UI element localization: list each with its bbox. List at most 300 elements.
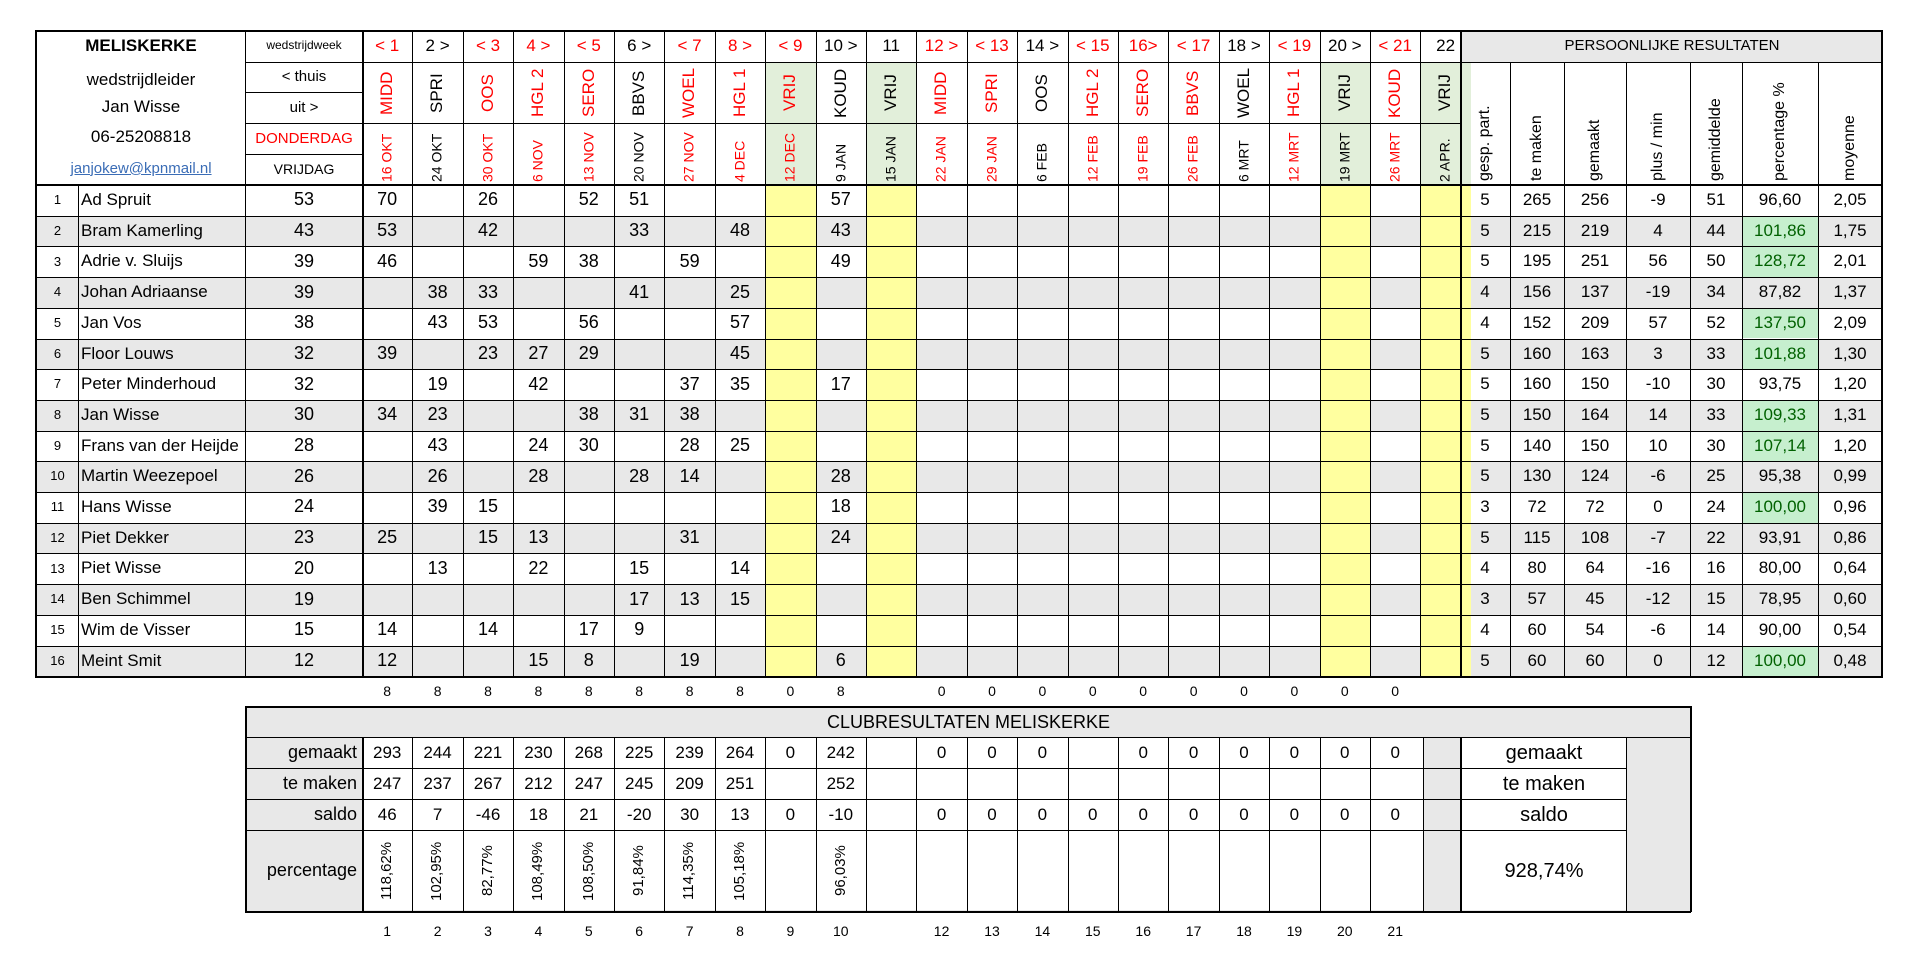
score-cell: 6 (835, 649, 846, 670)
personal-value: 130 (1522, 466, 1552, 486)
count-cell: 8 (484, 683, 492, 700)
week-team: BBVS (1183, 70, 1203, 116)
club-total-pct: 928,74% (1504, 860, 1584, 882)
week-team: SERO (578, 68, 598, 118)
personal-value: 30 (1706, 435, 1726, 455)
week-team: OOS (1032, 74, 1052, 112)
club-value: 0 (987, 804, 997, 824)
club-value: 0 (1340, 804, 1350, 824)
score-cell: 29 (578, 342, 599, 363)
player-number: 10 (50, 468, 65, 484)
score-cell: 17 (830, 373, 851, 394)
personal-value: 5 (1480, 466, 1490, 486)
personal-value: 50 (1706, 251, 1726, 271)
personal-value: 90,00 (1758, 619, 1802, 639)
player-number: 16 (50, 652, 65, 668)
personal-value: 150 (1522, 404, 1552, 424)
club-week-number: 6 (635, 923, 644, 940)
score-cell: 34 (377, 404, 398, 425)
score-cell: 25 (377, 527, 398, 548)
personal-value: -6 (1650, 619, 1666, 639)
week-number: 16> (1128, 35, 1158, 55)
week-number: 8 > (727, 35, 753, 55)
score-cell: 45 (729, 342, 750, 363)
club-week-number: 7 (685, 923, 694, 940)
week-team: VRIJ (1435, 74, 1455, 112)
week-number: < 3 (475, 35, 501, 55)
week-date: 12 MRT (1285, 132, 1302, 182)
week-team: OOS (477, 74, 497, 112)
count-cell: 0 (1290, 683, 1299, 700)
week-date: 6 NOV (529, 139, 546, 182)
player-name: Piet Dekker (81, 527, 169, 547)
count-cell: 0 (1139, 683, 1148, 700)
club-value: 0 (785, 804, 796, 824)
score-cell: 51 (629, 189, 650, 210)
club-value: 247 (574, 773, 603, 793)
club-pct-value: 108,49% (529, 841, 547, 901)
player-name: Johan Adriaanse (81, 282, 208, 302)
personal-value: 5 (1480, 527, 1490, 547)
score-cell: 14 (377, 619, 398, 640)
club-summary-r (1626, 737, 1627, 912)
personal-value: 140 (1522, 435, 1552, 455)
personal-value: 163 (1580, 343, 1610, 363)
player-handicap: 28 (293, 435, 315, 456)
club-week-number: 4 (534, 923, 543, 940)
week-date: 26 MRT (1386, 132, 1403, 182)
personal-value: 124 (1580, 466, 1610, 486)
player-name: Bram Kamerling (81, 220, 203, 240)
personal-col-header: gemiddelde (1707, 98, 1725, 181)
club-value: 18 (528, 804, 548, 824)
week-team: SPRI (427, 73, 447, 113)
personal-value: 156 (1522, 282, 1552, 302)
personal-value: 60 (1527, 619, 1547, 639)
personal-col-header: moyenne (1841, 115, 1859, 181)
count-cell: 0 (1340, 683, 1349, 700)
email-text[interactable]: janjokew@kpnmail.nl (70, 159, 212, 177)
player-handicap: 30 (293, 404, 315, 425)
personal-value: 30 (1706, 374, 1726, 394)
week-date: 4 DEC (731, 140, 748, 182)
club-value: 0 (1340, 742, 1350, 762)
score-cell: 25 (729, 281, 750, 302)
club-value: 264 (725, 742, 755, 762)
week-number: < 7 (677, 35, 702, 55)
score-cell: 27 (528, 342, 549, 363)
personal-value: 1,30 (1833, 343, 1867, 363)
club-pct-value: 82,77% (478, 845, 496, 897)
score-cell: 38 (427, 281, 448, 302)
club-value: 244 (423, 742, 452, 762)
player-number: 3 (53, 253, 62, 269)
player-handicap: 26 (293, 465, 315, 486)
club-value: 0 (1239, 804, 1249, 824)
day-away: VRIJDAG (273, 161, 335, 178)
personal-value: 1,20 (1833, 374, 1867, 394)
personal-value: 5 (1480, 650, 1490, 670)
personal-value: 137 (1580, 282, 1610, 302)
score-cell: 37 (679, 373, 700, 394)
week-number: < 21 (1378, 35, 1412, 55)
personal-value: 0,96 (1833, 497, 1867, 516)
player-number: 6 (53, 345, 62, 361)
personal-value: 137,50 (1754, 312, 1806, 332)
club-value: 239 (675, 742, 704, 762)
score-cell: 31 (679, 527, 700, 548)
score-cell: 13 (427, 557, 448, 578)
personal-value: 109,33 (1754, 404, 1806, 424)
score-cell: 18 (830, 496, 851, 517)
score-cell: 15 (477, 527, 498, 548)
personal-value: 215 (1522, 220, 1552, 240)
score-cell: 22 (528, 557, 549, 578)
club-value: 251 (725, 773, 755, 793)
club-value: 0 (936, 804, 947, 824)
club-value: 212 (524, 773, 553, 793)
score-cell: 19 (427, 373, 448, 394)
club-row-label: te maken (282, 773, 357, 794)
player-name: Meint Smit (81, 650, 162, 670)
personal-value: 0,48 (1833, 650, 1867, 670)
personal-value: 45 (1585, 589, 1605, 609)
player-name: Wim de Visser (81, 619, 191, 639)
home-label: < thuis (281, 68, 327, 86)
personal-value: 4 (1480, 312, 1490, 332)
personal-value: 72 (1527, 497, 1547, 516)
week-team: WOEL (1233, 67, 1253, 119)
club-summary-label: saldo (1520, 804, 1568, 826)
score-cell: 42 (528, 373, 549, 394)
score-cell: 15 (528, 649, 549, 670)
club-summary-label: gemaakt (1505, 742, 1583, 764)
club-week-number: 15 (1085, 923, 1101, 940)
personal-value: 0 (1653, 650, 1663, 670)
player-name: Ben Schimmel (81, 589, 191, 609)
personal-value: 0,64 (1833, 558, 1867, 578)
player-name: Ad Spruit (81, 190, 151, 209)
score-cell: 33 (477, 281, 498, 302)
week-date: 9 JAN (832, 143, 849, 182)
week-number: 6 > (627, 35, 652, 55)
club-value: 268 (574, 742, 603, 762)
week-team: MIDD (931, 71, 951, 115)
club-values-r (1423, 737, 1424, 912)
score-cell: 28 (528, 465, 549, 486)
personal-value: 95,38 (1758, 466, 1802, 486)
personal-value: 14 (1648, 404, 1668, 424)
personal-value: 251 (1580, 251, 1610, 271)
score-cell: 15 (729, 588, 750, 609)
player-handicap: 39 (293, 281, 315, 302)
count-cell: 8 (383, 683, 392, 700)
club-value: 0 (1390, 804, 1400, 824)
personal-value: -12 (1645, 589, 1671, 609)
club-value: 30 (680, 804, 700, 824)
score-cell: 31 (629, 404, 650, 425)
count-cell: 8 (836, 683, 845, 700)
personal-value: 14 (1706, 619, 1726, 639)
player-handicap: 12 (293, 649, 315, 670)
player-number: 12 (50, 529, 65, 545)
club-pct-value: 102,95% (428, 841, 446, 901)
score-cell: 38 (679, 404, 700, 425)
personal-value: 57 (1648, 312, 1668, 332)
club-value: 252 (826, 773, 855, 793)
personal-value: 24 (1706, 497, 1726, 516)
week-date: 6 MRT (1235, 140, 1252, 182)
score-cell: 23 (427, 404, 448, 425)
count-cell: 0 (937, 683, 946, 700)
player-name: Jan Wisse (81, 404, 160, 424)
phone: 06-25208818 (90, 126, 192, 146)
club-value: 0 (1037, 742, 1048, 762)
score-cell: 26 (427, 465, 448, 486)
email-link[interactable] (37, 154, 245, 184)
week-number: < 9 (778, 35, 803, 55)
personal-value: 4 (1653, 220, 1663, 240)
score-cell: 48 (729, 220, 750, 241)
score-cell: 43 (427, 435, 448, 456)
player-name: Jan Vos (81, 312, 142, 332)
club-value: 0 (1289, 804, 1300, 824)
club-week-number: 18 (1236, 923, 1252, 940)
score-cell: 39 (377, 342, 398, 363)
personal-value: -7 (1650, 527, 1666, 547)
personal-value: -19 (1645, 282, 1671, 302)
personal-value: 1,37 (1833, 282, 1867, 302)
week-team: SPRI (981, 73, 1001, 113)
personal-col-header: te maken (1528, 115, 1546, 181)
score-cell: 53 (377, 220, 398, 241)
player-name: Martin Weezepoel (81, 466, 218, 486)
club-row-label: saldo (313, 804, 357, 825)
week-date: 29 JAN (983, 136, 1000, 182)
personal-value: 52 (1706, 312, 1726, 332)
score-cell: 57 (830, 189, 851, 210)
player-number: 4 (53, 284, 62, 300)
club-week-number: 12 (933, 923, 950, 940)
club-value: 0 (1138, 804, 1148, 824)
personal-value: 80,00 (1758, 558, 1802, 578)
player-number: 11 (50, 499, 65, 515)
personal-value: 150 (1580, 374, 1610, 394)
score-cell: 30 (578, 435, 599, 456)
personal-value: 5 (1480, 435, 1490, 455)
club-week-number: 1 (383, 923, 392, 940)
week-team: BBVS (628, 70, 648, 116)
away-label: uit > (289, 98, 319, 116)
personal-value: 15 (1706, 589, 1726, 609)
player-number: 5 (53, 314, 62, 330)
personal-value: 12 (1706, 650, 1726, 670)
score-cell: 53 (477, 312, 498, 333)
club-value: 0 (987, 742, 997, 762)
personal-value: 160 (1522, 343, 1552, 363)
score-cell: 43 (427, 312, 448, 333)
personal-value: 78,95 (1758, 589, 1802, 609)
player-handicap: 32 (293, 342, 315, 363)
personal-value: 100,00 (1754, 497, 1806, 516)
club-row-label: gemaakt (287, 742, 357, 763)
club-value: 0 (1037, 804, 1048, 824)
score-cell: 13 (679, 588, 700, 609)
personal-value: 5 (1480, 220, 1490, 240)
personal-value: 219 (1580, 220, 1610, 240)
personal-value: -9 (1650, 190, 1666, 209)
score-cell: 39 (427, 496, 448, 517)
personal-value: 3 (1653, 343, 1663, 363)
personal-value: 5 (1480, 190, 1490, 209)
personal-value: 22 (1706, 527, 1726, 547)
club-week-number: 8 (736, 923, 744, 940)
club-value: 46 (377, 804, 397, 824)
week-date: 24 OKT (428, 133, 445, 182)
club-week-number: 14 (1034, 923, 1051, 940)
club-value: 0 (1188, 804, 1199, 824)
week-date: 12 DEC (781, 132, 798, 182)
club-pct-value: 108,50% (579, 841, 597, 901)
count-cell: 0 (1391, 683, 1400, 700)
personal-value: 4 (1480, 558, 1490, 578)
club-value: 0 (1390, 742, 1400, 762)
personal-value: 150 (1580, 435, 1610, 455)
player-name: Peter Minderhoud (81, 374, 217, 394)
personal-value: 3 (1480, 497, 1490, 516)
personal-value: 101,88 (1754, 343, 1806, 363)
leader-label: wedstrijdleider (86, 69, 196, 89)
personal-value: 16 (1706, 558, 1726, 578)
personal-value: 5 (1480, 343, 1490, 363)
count-cell: 0 (786, 683, 795, 700)
player-name: Floor Louws (81, 343, 174, 363)
score-cell: 14 (477, 619, 498, 640)
personal-value: 164 (1580, 404, 1610, 424)
personal-col-header: gemaakt (1586, 119, 1604, 181)
club-value: 0 (936, 742, 947, 762)
personal-value: 195 (1522, 251, 1552, 271)
week-team: VRIJ (1334, 74, 1354, 112)
personal-value: 44 (1706, 220, 1726, 240)
club-pct-value: 91,84% (629, 845, 647, 897)
week-team: MIDD (376, 71, 396, 115)
personal-value: 115 (1523, 527, 1551, 547)
personal-value: -6 (1650, 466, 1666, 486)
week-date: 20 NOV (630, 132, 647, 182)
score-cell: 17 (629, 588, 650, 609)
club-value: 0 (1188, 742, 1199, 762)
personal-value: 54 (1585, 619, 1605, 639)
personal-value: 96,60 (1758, 190, 1802, 209)
week-number: < 1 (375, 35, 400, 55)
score-cell: 38 (578, 404, 599, 425)
club-week-number: 16 (1135, 923, 1151, 940)
club-week-number: 10 (833, 923, 849, 940)
count-cell: 8 (584, 683, 593, 700)
club-pct-value: 105,18% (730, 841, 748, 901)
club-week-number: 17 (1185, 923, 1202, 940)
personal-value: 93,91 (1758, 527, 1802, 547)
player-handicap: 32 (293, 373, 315, 394)
personal-value: 10 (1648, 435, 1668, 455)
week-team: HGL 1 (1284, 68, 1304, 118)
personal-value: 0,86 (1833, 527, 1867, 547)
score-cell: 46 (377, 250, 398, 271)
count-cell: 8 (736, 683, 744, 700)
score-cell: 8 (583, 649, 594, 670)
player-name: Frans van der Heijde (81, 435, 239, 455)
personal-value: -10 (1645, 374, 1671, 394)
player-number: 13 (50, 560, 65, 576)
club-name: MELISKERKE (85, 35, 197, 55)
count-cell: 8 (534, 683, 543, 700)
week-date: 19 FEB (1134, 135, 1151, 182)
score-cell: 24 (528, 435, 549, 456)
personal-value: 107,14 (1754, 435, 1806, 455)
score-cell: 43 (830, 220, 851, 241)
week-date: 6 FEB (1033, 143, 1050, 182)
week-number: < 19 (1277, 35, 1312, 55)
personal-value: 5 (1480, 251, 1490, 271)
club-week-number: 5 (584, 923, 593, 940)
score-cell: 41 (629, 281, 650, 302)
week-date: 12 FEB (1084, 135, 1101, 182)
club-pct-value: 114,35% (680, 841, 698, 901)
score-cell: 15 (477, 496, 498, 517)
personal-value: 5 (1480, 404, 1490, 424)
week-date: 30 OKT (479, 133, 496, 182)
player-number: 15 (50, 621, 65, 637)
personal-value: 87,82 (1758, 282, 1802, 302)
personal-value: 2,01 (1833, 251, 1867, 271)
club-value: 225 (625, 742, 654, 762)
personal-col-header: plus / min (1649, 112, 1667, 181)
personal-value: 57 (1527, 589, 1547, 609)
count-cell: 0 (988, 683, 996, 700)
club-value: 230 (524, 742, 553, 762)
week-number: 11 (882, 35, 901, 55)
week-team: HGL 2 (1082, 68, 1102, 118)
week-date: 13 NOV (580, 132, 597, 182)
week-number: 20 > (1328, 35, 1362, 55)
count-cell: 8 (433, 683, 442, 700)
week-date: 16 OKT (378, 133, 395, 182)
week-number: < 13 (975, 35, 1009, 55)
score-cell: 23 (477, 342, 498, 363)
week-date: 2 APR. (1436, 138, 1453, 182)
personal-value: 80 (1527, 558, 1547, 578)
week-team: WOEL (679, 67, 699, 119)
personal-value: 0,54 (1833, 619, 1867, 639)
week-team: KOUD (1384, 68, 1404, 118)
club-value: 0 (785, 742, 796, 762)
player-handicap: 23 (293, 527, 315, 548)
score-cell: 59 (679, 250, 700, 271)
personal-value: 72 (1585, 497, 1605, 516)
club-value: 209 (675, 773, 704, 793)
club-value: 7 (432, 804, 443, 824)
week-number: < 15 (1076, 35, 1110, 55)
count-cell: 0 (1189, 683, 1198, 700)
club-week-number: 2 (433, 923, 442, 940)
count-cell: 8 (635, 683, 644, 700)
personal-value: 100,00 (1754, 650, 1806, 670)
club-pct-value: 96,03% (831, 845, 849, 897)
club-week-number: 9 (786, 923, 795, 940)
club-week-number: 13 (984, 923, 1000, 940)
score-cell: 25 (729, 435, 750, 456)
